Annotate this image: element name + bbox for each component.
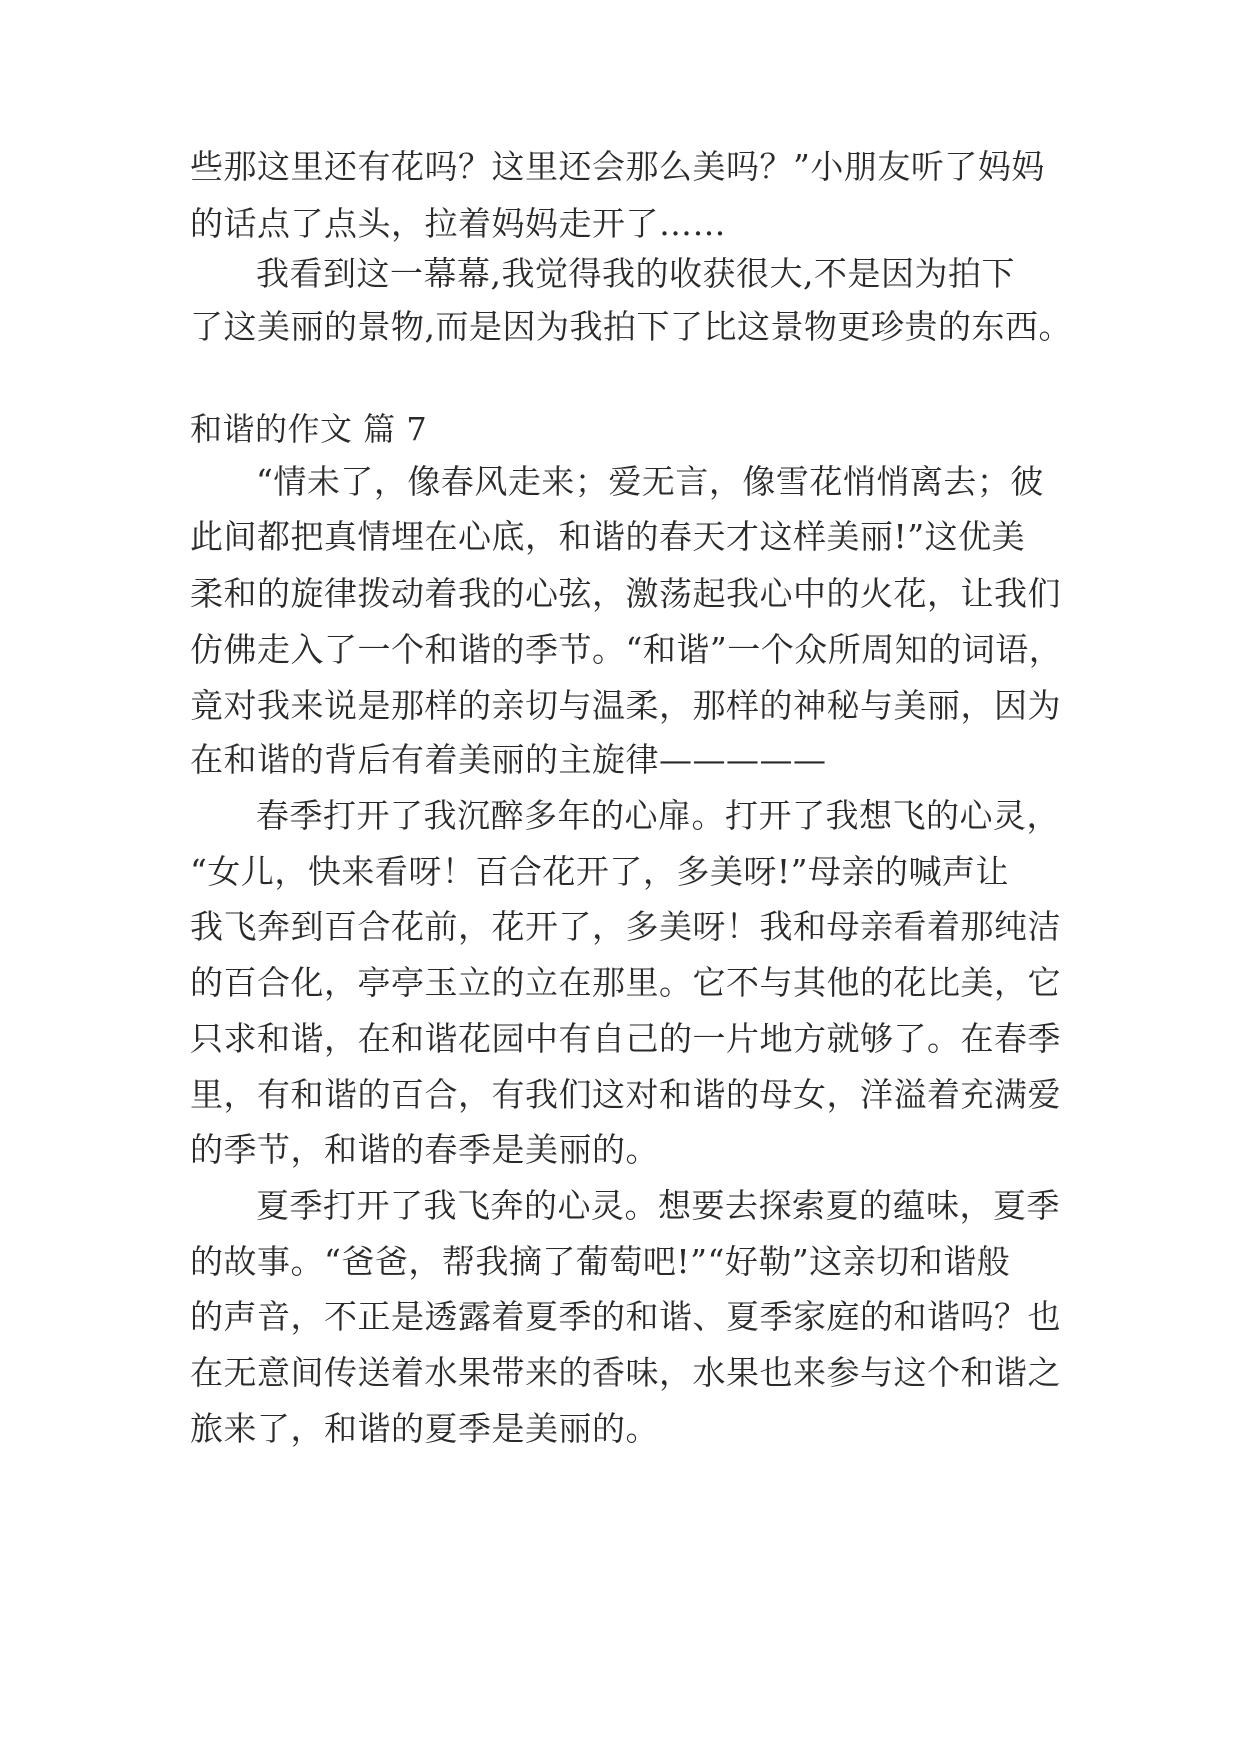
text-line: 在无意间传送着水果带来的香味，水果也来参与这个和谐之 <box>190 1353 1061 1392</box>
text-line: 的百合化，亭亭玉立的立在那里。它不与其他的花比美，它 <box>190 963 1061 1002</box>
text-line: 竟对我来说是那样的亲切与温柔，那样的神秘与美丽，因为 <box>190 686 1061 725</box>
text-line: 的故事。“爸爸，帮我摘了葡萄吧!”“好勒”这亲切和谐般 <box>190 1242 1011 1281</box>
section-heading: 和谐的作文 篇 7 <box>190 410 428 448</box>
paragraph-start-line: 夏季打开了我飞奔的心灵。想要去探索夏的蕴味，夏季 <box>256 1186 1060 1225</box>
text-line: 旅来了，和谐的夏季是美丽的。 <box>190 1409 659 1448</box>
text-line: 此间都把真情埋在心底，和谐的春天才这样美丽!”这优美 <box>190 517 1026 556</box>
text-line: 的声音，不正是透露着夏季的和谐、夏季家庭的和谐吗？也 <box>190 1297 1061 1336</box>
text-line: 在和谐的背后有着美丽的主旋律————— <box>190 740 827 779</box>
text-line: 的季节，和谐的春季是美丽的。 <box>190 1130 659 1169</box>
paragraph-start-line: 春季打开了我沉醉多年的心扉。打开了我想飞的心灵， <box>256 796 1060 835</box>
text-line: 只求和谐，在和谐花园中有自己的一片地方就够了。在春季 <box>190 1019 1061 1058</box>
text-line: “女儿，快来看呀！百合花开了，多美呀!”母亲的喊声让 <box>190 852 1010 891</box>
text-line: 的话点了点头，拉着妈妈走开了…… <box>190 204 726 243</box>
text-line: 里，有和谐的百合，有我们这对和谐的母女，洋溢着充满爱 <box>190 1075 1061 1114</box>
paragraph-start-line: “情未了，像春风走来；爱无言，像雪花悄悄离去；彼 <box>256 462 1044 501</box>
paragraph-start-line: 我看到这一幕幕,我觉得我的收获很大,不是因为拍下 <box>256 254 1015 293</box>
text-line: 些那这里还有花吗？这里还会那么美吗？”小朋友听了妈妈 <box>190 147 1045 186</box>
text-line: 柔和的旋律拨动着我的心弦，激荡起我心中的火花，让我们 <box>190 574 1061 613</box>
text-line: 我飞奔到百合花前，花开了，多美呀！我和母亲看着那纯洁 <box>190 907 1061 946</box>
text-line: 了这美丽的景物,而是因为我拍下了比这景物更珍贵的东西。 <box>190 307 1072 346</box>
text-line: 仿佛走入了一个和谐的季节。“和谐”一个众所周知的词语， <box>190 630 1063 669</box>
